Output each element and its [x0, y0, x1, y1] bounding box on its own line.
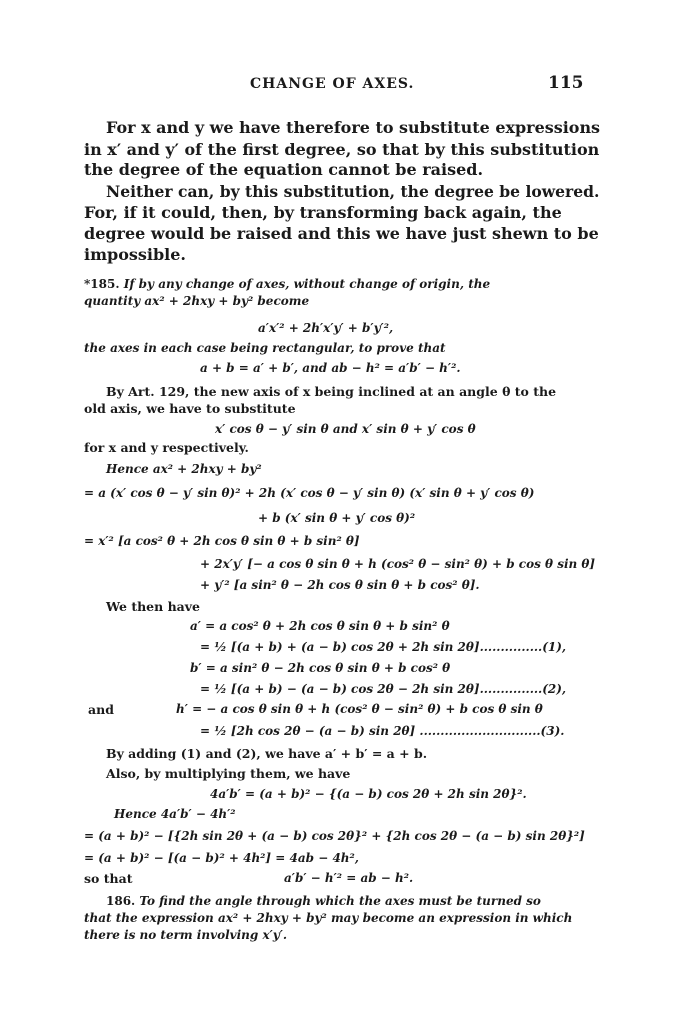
equation-expansion-6: = (a + b)² − [{2h sin 2θ + (a − b) cos 2θ}² + {2h cos 2θ − (a − b) sin 2θ}²]	[84, 829, 585, 843]
proof-line-2: old axis, we have to substitute	[84, 401, 296, 416]
equation-transformed-form: a′x′² + 2h′x′y′ + b′y′²,	[258, 321, 394, 335]
proof-line-5: By adding (1) and (2), we have a′ + b′ = a + b.	[106, 746, 428, 761]
intro-line-3: the degree of the equation cannot be raised.	[84, 160, 484, 179]
article-186-number: 186.	[106, 894, 136, 908]
article-186-statement-1: 186. To find the angle through which the axes must be turned so	[106, 894, 541, 908]
equation-expansion-4: + 2x′y′ [− a cos θ sin θ + h (cos² θ − sin² θ) + b cos θ sin θ]	[200, 557, 596, 571]
equation-hence: Hence ax² + 2hxy + by²	[106, 462, 262, 476]
equation-b-prime: b′ = a sin² θ − 2h cos θ sin θ + b cos² θ	[190, 661, 451, 675]
proof-and: and	[88, 702, 114, 717]
proof-so-that: so that	[84, 871, 133, 886]
proof-line-4: We then have	[106, 599, 200, 614]
equation-expansion-5: + y′² [a sin² θ − 2h cos θ sin θ + b cos² θ].	[200, 578, 480, 592]
page-number: 115	[548, 73, 584, 93]
intro-line-6: degree would be raised and this we have just shewn to be	[84, 224, 599, 243]
intro-line-4: Neither can, by this substitution, the degree be lowered.	[106, 182, 600, 201]
article-186-statement-3: there is no term involving x′y′.	[84, 928, 288, 942]
equation-2: = ½ [(a + b) − (a − b) cos 2θ − 2h sin 2θ]...............(2),	[200, 682, 567, 696]
intro-line-7: impossible.	[84, 245, 186, 264]
equation-expansion-7: = (a + b)² − [(a − b)² + 4h²] = 4ab − 4h²,	[84, 851, 359, 865]
intro-line-1: For x and y we have therefore to substitute expressions	[106, 118, 601, 137]
article-185-statement-2: quantity ax² + 2hxy + by² become	[84, 294, 310, 308]
article-185-statement-3: the axes in each case being rectangular, to prove that	[84, 341, 446, 355]
equation-h-prime: h′ = − a cos θ sin θ + h (cos² θ − sin² θ) + b cos θ sin θ	[176, 702, 543, 716]
equation-3: = ½ [2h cos 2θ − (a − b) sin 2θ] .............................(3).	[200, 724, 565, 738]
equation-expansion-1: = a (x′ cos θ − y′ sin θ)² + 2h (x′ cos θ − y′ sin θ) (x′ sin θ + y′ cos θ)	[84, 486, 535, 500]
equation-1: = ½ [(a + b) + (a − b) cos 2θ + 2h sin 2θ]...............(1),	[200, 640, 567, 654]
intro-line-2: in x′ and y′ of the first degree, so that by this substitution	[84, 140, 600, 159]
proof-line-3: for x and y respectively.	[84, 440, 249, 455]
equation-a-prime: a′ = a cos² θ + 2h cos θ sin θ + b sin² θ	[190, 619, 450, 633]
proof-line-6: Also, by multiplying them, we have	[106, 766, 351, 781]
running-header: CHANGE OF AXES.	[250, 76, 415, 92]
equation-result: a′b′ − h′² = ab − h².	[284, 871, 414, 885]
article-185-number: *185.	[84, 277, 120, 291]
equation-hence-2: Hence 4a′b′ − 4h′²	[114, 807, 236, 821]
article-186-statement-2: that the expression ax² + 2hxy + by² may become an expression in which	[84, 911, 573, 925]
article-185-statement-1: *185. If by any change of axes, without change of origin, the	[84, 277, 491, 291]
proof-line-1: By Art. 129, the new axis of x being inclined at an angle θ to the	[106, 384, 557, 399]
equation-invariants: a + b = a′ + b′, and ab − h² = a′b′ − h′².	[200, 361, 461, 375]
intro-line-5: For, if it could, then, by transforming back again, the	[84, 203, 562, 222]
equation-substitution: x′ cos θ − y′ sin θ and x′ sin θ + y′ cos θ	[215, 422, 476, 436]
equation-product: 4a′b′ = (a + b)² − {(a − b) cos 2θ + 2h sin 2θ}².	[210, 787, 527, 801]
equation-expansion-2: + b (x′ sin θ + y′ cos θ)²	[258, 511, 416, 525]
equation-expansion-3: = x′² [a cos² θ + 2h cos θ sin θ + b sin² θ]	[84, 534, 360, 548]
